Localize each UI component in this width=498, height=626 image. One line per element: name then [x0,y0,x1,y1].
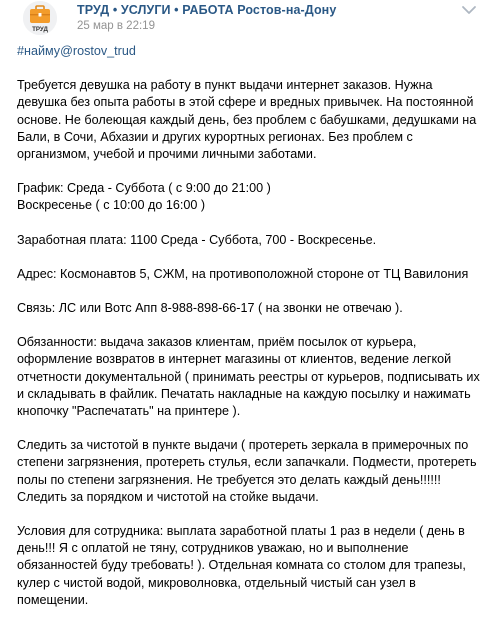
briefcase-icon [23,1,57,35]
paragraph-intro: Требуется девушка на работу в пункт выдачи интернет заказов. Нужна девушка без опыта работы в этой сфере и вредных привычек. На постоянной основе. Не болеющая каждый день, без проблем с бабушками, дедушками на Бали, в Сочи, Абхазии и других курортных регионах. Без проблем с организмом, учебой и прочими личными заботами. [17,78,477,162]
hashtag-link[interactable]: #найму@rostov_trud [17,44,136,58]
community-name-link[interactable]: ТРУД • УСЛУГИ • РАБОТА Ростов-на-Дону [77,3,337,17]
paragraph-cleaning: Следить за чистотой в пункте выдачи ( протереть зеркала в примерочных по степени загрязнения, протереть стулья, если запачкали. Подмести, протереть полы по степени загрязнения. Не требуется это делать каждый день!!!!!! Следить за порядком и чистотой на стойке выдачи. [17,438,477,504]
paragraph-address: Адрес: Космонавтов 5, СЖМ, на противоположной стороне от ТЦ Вавилония [17,266,469,281]
paragraph-salary: Заработная плата: 1100 Среда - Суббота, 700 - Воскресенье. [17,232,377,247]
paragraph-duties: Обязанности: выдача заказов клиентам, приём посылок от курьера, оформление возвратов в интернет магазины от клиентов, ведение легкой отчетности документальной ( принимать реестры от курьеров, подписывать их и складывать в файлик. Печатать накладные на каждую посылку и нажимать кнопочку "Распечатать" на принтере ). [17,335,480,419]
paragraph-contact: Связь: ЛС или Вотс Апп 8-988-898-66-17 ( на звонки не отвечаю ). [17,301,403,316]
post-header [0,0,498,40]
community-avatar[interactable] [23,1,57,35]
post-menu-button[interactable] [460,3,478,17]
post-date-link[interactable]: 25 мар в 22:19 [77,20,155,32]
chevron-down-icon [460,3,478,17]
post-text [17,43,485,626]
paragraph-schedule: График: Среда - Суббота ( с 9:00 до 21:00 ) Воскресенье ( с 10:00 до 16:00 ) [17,181,271,213]
paragraph-conditions: Условия для сотрудника: выплата заработной платы 1 раз в недели ( день в день!!! Я с оплатой не тяну, сотрудников уважаю, но и выполнение обязанностей буду требовать! ). Отдельная комната со столом для трапезы, кулер с чистой водой, микроволновка, отдельный чистый сан узел в помещении. [17,524,466,607]
avatar-caption: ТРУД [32,26,48,33]
